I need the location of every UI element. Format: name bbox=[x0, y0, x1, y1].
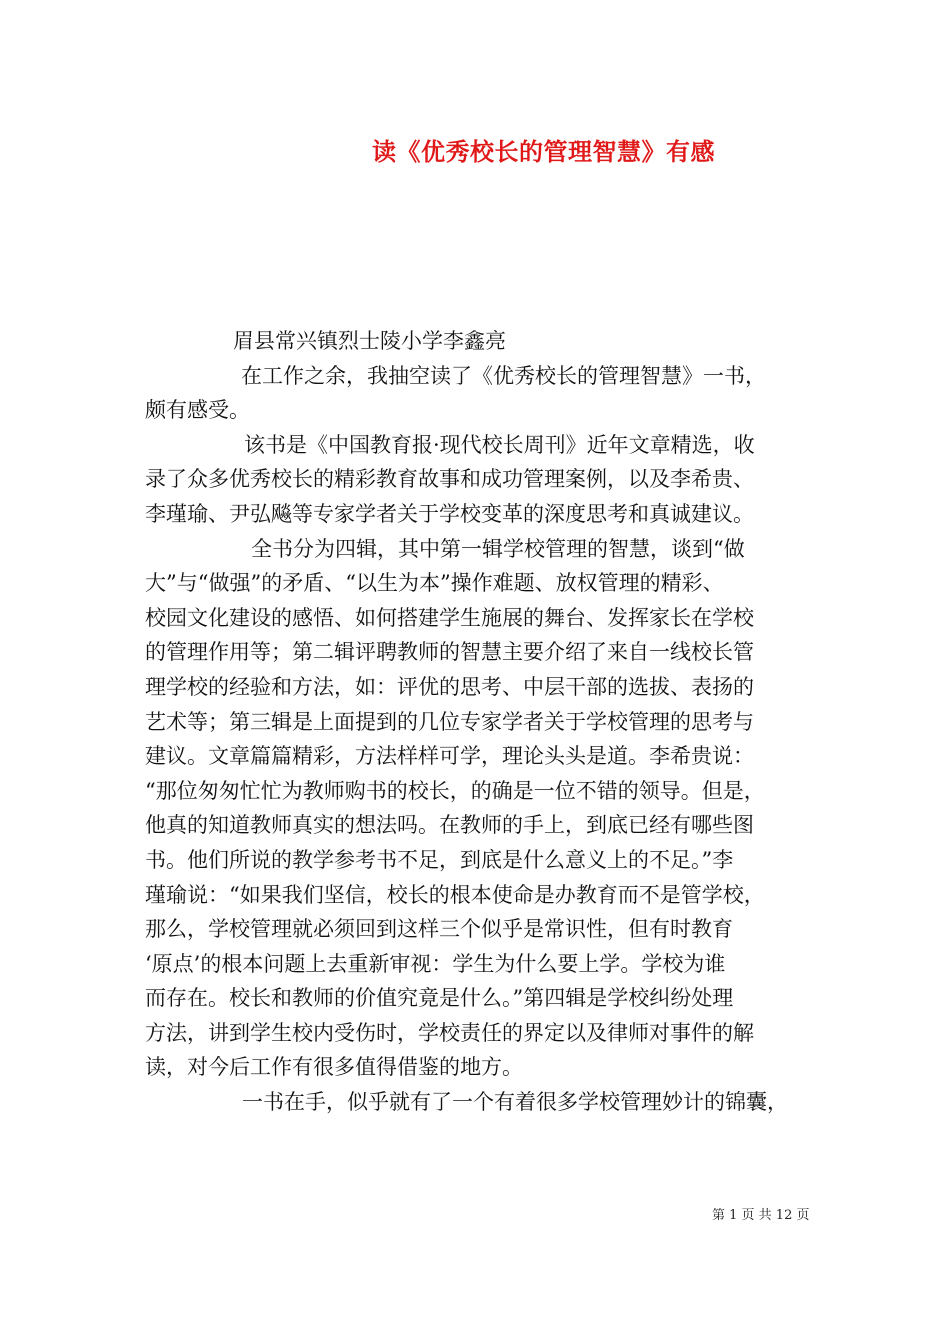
paragraph-line: 颇有感受。 bbox=[145, 398, 250, 423]
paragraph-line: 的管理作用等；第二辑评聘教师的智慧主要介绍了来自一线校长管 bbox=[145, 640, 754, 665]
paragraph-line: 他真的知道教师真实的想法吗。在教师的手上，到底已经有哪些图 bbox=[145, 813, 754, 838]
paragraph-line: 方法，讲到学生校内受伤时，学校责任的界定以及律师对事件的解 bbox=[145, 1020, 754, 1045]
paragraph-line: 读，对今后工作有很多值得借鉴的地方。 bbox=[145, 1055, 523, 1080]
paragraph-line: 校园文化建设的感悟、如何搭建学生施展的舞台、发挥家长在学校 bbox=[145, 605, 754, 630]
page-number-footer: 第 1 页 共 12 页 bbox=[712, 1208, 810, 1223]
paragraph-line: 一书在手，似乎就有了一个有着很多学校管理妙计的锦囊， bbox=[242, 1090, 788, 1115]
paragraph-line: 而存在。校长和教师的价值究竟是什么。”第四辑是学校纠纷处理 bbox=[145, 986, 734, 1011]
paragraph-line: 理学校的经验和方法，如：评优的思考、中层干部的选拔、表扬的 bbox=[145, 674, 754, 699]
paragraph-line: 建议。文章篇篇精彩，方法样样可学，理论头头是道。李希贵说： bbox=[145, 744, 754, 769]
paragraph-line: 书。他们所说的教学参考书不足，到底是什么意义上的不足。”李 bbox=[145, 847, 734, 872]
paragraph-line: 李瑾瑜、尹弘飚等专家学者关于学校变革的深度思考和真诚建议。 bbox=[145, 501, 754, 526]
paragraph-line: 该书是《中国教育报·现代校长周刊》近年文章精选，收 bbox=[244, 432, 755, 457]
page-title: 读《优秀校长的管理智慧》有感 bbox=[372, 137, 715, 166]
paragraph-line: 在工作之余，我抽空读了《优秀校长的管理智慧》一书， bbox=[241, 363, 766, 388]
paragraph-line: “那位匆匆忙忙为教师购书的校长，的确是一位不错的领导。但是， bbox=[145, 778, 765, 803]
paragraph-line: 瑾瑜说：“如果我们坚信，校长的根本使命是办教育而不是管学校， bbox=[145, 882, 765, 907]
paragraph-line: 录了众多优秀校长的精彩教育故事和成功管理案例，以及李希贵、 bbox=[145, 467, 754, 492]
paragraph-line: 大”与“做强”的矛盾、“以生为本”操作难题、放权管理的精彩、 bbox=[145, 571, 724, 596]
paragraph-line: 那么，学校管理就必须回到这样三个似乎是常识性，但有时教育 bbox=[145, 917, 733, 942]
document-body bbox=[145, 324, 813, 1120]
author-line: 眉县常兴镇烈士陵小学李鑫亮 bbox=[233, 329, 506, 353]
paragraph-line: 全书分为四辑，其中第一辑学校管理的智慧，谈到“做 bbox=[251, 536, 745, 561]
paragraph-line: 艺术等；第三辑是上面提到的几位专家学者关于学校管理的思考与 bbox=[145, 709, 754, 734]
paragraph-line: ‘原点’的根本问题上去重新审视：学生为什么要上学。学校为谁 bbox=[145, 951, 726, 976]
